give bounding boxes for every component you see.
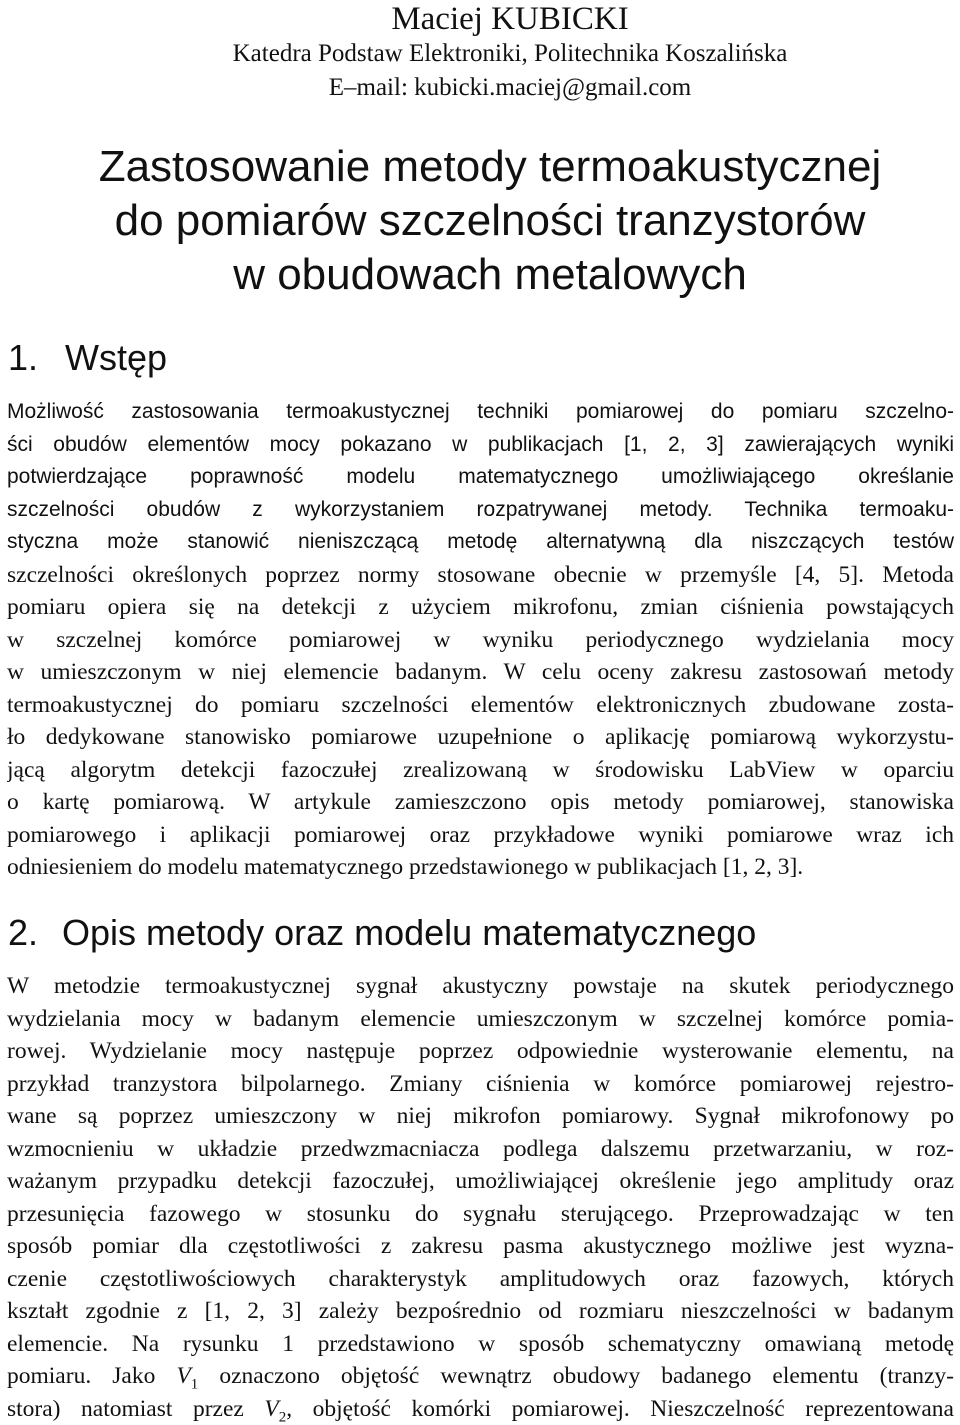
paragraph-line: ści obudów elementów mocy pokazano w publikacjach [1, 2, 3] zawierających wyniki	[7, 432, 954, 456]
title-line: Zastosowanie metody termoakustycznej	[98, 142, 882, 191]
paragraph-line: Możliwość zastosowania termoakustycznej techniki pomiarowej do pomiaru szczelno-	[7, 400, 954, 423]
volume-symbol: V	[176, 1363, 191, 1389]
paragraph-line: W metodzie termoakustycznej sygnał akustyczny powstaje na skutek periodycznego	[7, 973, 954, 999]
section-number: 1.	[8, 337, 39, 378]
section-heading-method	[8, 911, 756, 955]
paragraph-line: kształt zgodnie z [1, 2, 3] zależy bezpośrednio od rozmiaru nieszczelności w badanym	[7, 1298, 954, 1324]
paragraph-line: przesunięcia fazowego w stosunku do sygnału sterującego. Przeprowadzając w ten	[7, 1200, 954, 1227]
paragraph-lines	[7, 970, 954, 1360]
paragraph-line: przykład tranzystora bilpolarnego. Zmiany ciśnienia w komórce pomiarowej rejestro-	[7, 1070, 954, 1097]
paragraph-line: pomiaru. Jako $V_1$ oznaczono objętość wewnątrz obudowy badanego elementu (tranzy-	[7, 1363, 954, 1393]
paragraph-line: szczelności obudów z wykorzystaniem rozpatrywanej metody. Technika termoaku-	[7, 497, 954, 521]
section-number: 2.	[8, 912, 39, 953]
author-email: E–mail: kubicki.maciej@gmail.com	[328, 74, 692, 101]
paragraph-line: w szczelnej komórce pomiarowej w wyniku periodycznego wydzielania mocy	[7, 626, 954, 653]
paragraph-introduction	[7, 396, 954, 884]
paragraph-line: ło dedykowane stanowisko pomiarowe uzupełnione o aplikację pomiarową wykorzystu-	[7, 724, 954, 750]
paper-title	[0, 140, 960, 302]
title-line: do pomiarów szczelności tranzystorów	[114, 196, 866, 245]
paragraph-line: ważanym przypadku detekcji fazoczułej, umożliwiającej określenie jego amplitudy oraz	[7, 1168, 954, 1194]
paragraph-line: styczna może stanowić nieniszczącą metodę alternatywną dla niszczących testów	[7, 530, 954, 553]
author-affiliation: Katedra Podstaw Elektroniki, Politechnika Koszalińska	[232, 40, 788, 67]
volume-subscript: 1	[190, 1376, 199, 1393]
section-heading-introduction	[8, 336, 167, 380]
author-name: Maciej KUBICKI	[391, 1, 629, 37]
paragraph-line: rowej. Wydzielanie mocy następuje poprzez odpowiednie wysterowanie elementu, na	[7, 1038, 954, 1064]
paragraph-line: wydzielania mocy w badanym elemencie umieszczonym w szczelnej komórce pomia-	[7, 1005, 954, 1032]
paragraph-line: o kartę pomiarową. W artykule zamieszczono opis metody pomiarowej, stanowiska	[7, 789, 954, 815]
paragraph-line: w umieszczonym w niej elemencie badanym. W celu oceny zakresu zastosowań metody	[7, 659, 954, 685]
paragraph-line: stora) natomiast przez $V_2$, objętość komórki pomiarowej. Nieszczelność reprezentowana	[7, 1395, 954, 1425]
paragraph-line: wzmocnieniu w układzie przedwzmacniacza podlega dalszemu przetwarzaniu, w roz-	[7, 1135, 954, 1162]
paragraph-line: potwierdzające poprawność modelu matematycznego umożliwiającego określanie	[7, 465, 954, 488]
paragraph-line: wane są poprzez umieszczony w niej mikrofon pomiarowy. Sygnał mikrofonowy po	[7, 1103, 954, 1129]
paragraph-line: termoakustycznej do pomiaru szczelności elementów elektronicznych zbudowane zosta-	[7, 691, 954, 718]
section-title: Wstęp	[65, 337, 168, 378]
paragraph-line: pomiaru opiera się na detekcji z użyciem mikrofonu, zmian ciśnienia powstających	[7, 594, 954, 620]
paragraph-line: szczelności określonych poprzez normy stosowane obecnie w przemyśle [4, 5]. Metoda	[7, 561, 954, 588]
paragraph-line: odniesieniem do modelu matematycznego przedstawionego w publikacjach [1, 2, 3].	[7, 854, 804, 880]
paragraph-line: jącą algorytm detekcji fazoczułej zrealizowaną w środowisku LabView w oparciu	[7, 756, 954, 783]
paragraph-line: pomiarowego i aplikacji pomiarowej oraz przykładowe wyniki pomiarowe wraz ich	[7, 821, 954, 848]
volume-subscript: 2	[278, 1409, 287, 1425]
paragraph-line: sposób pomiar dla częstotliwości z zakresu pasma akustycznego możliwe jest wyzna-	[7, 1233, 954, 1259]
volume-symbol: V	[264, 1395, 279, 1422]
title-line: w obudowach metalowych	[233, 250, 747, 299]
paragraph-method	[7, 970, 954, 1425]
paragraph-line: elemencie. Na rysunku 1 przedstawiono w sposób schematyczny omawianą metodę	[7, 1330, 954, 1357]
paragraph-line: czenie częstotliwościowych charakterystyk amplitudowych oraz fazowych, których	[7, 1265, 954, 1292]
section-title: Opis metody oraz modelu matematycznego	[62, 912, 757, 953]
